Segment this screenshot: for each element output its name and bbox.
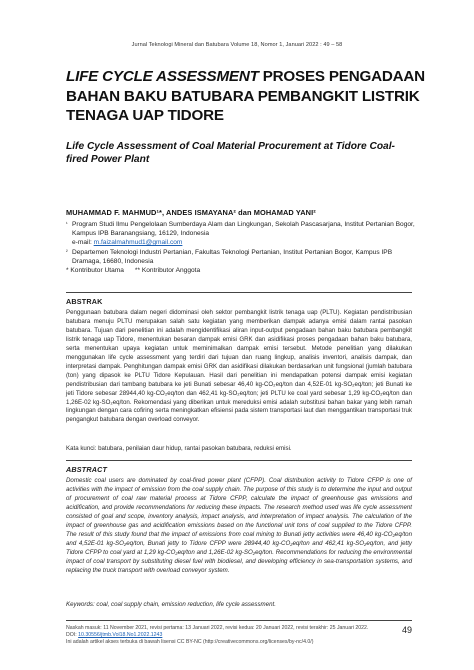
title-italic-part: LIFE CYCLE ASSESSMENT bbox=[66, 68, 259, 85]
affiliation-1-marker: ¹ bbox=[66, 221, 68, 227]
affiliation-1 bbox=[66, 220, 418, 238]
affiliation-2-marker: ² bbox=[66, 248, 68, 255]
divider-top bbox=[66, 292, 412, 293]
doi-link[interactable]: 10.30556/jtmb.Vol18.No1.2022.1243 bbox=[78, 632, 163, 639]
paper-title bbox=[66, 67, 426, 126]
footer-doi-row bbox=[66, 632, 412, 639]
affiliation-2 bbox=[66, 248, 418, 266]
abstract-heading: ABSTRACT bbox=[66, 465, 108, 474]
affiliation-email-row bbox=[66, 238, 418, 247]
footer-notes bbox=[66, 625, 412, 647]
paper-subtitle: Life Cycle Assessment of Coal Material Procurement at Tidore Coal-fired Power Plant bbox=[66, 141, 395, 165]
abstrak-heading: ABSTRAK bbox=[66, 297, 103, 306]
contributor-legend: * Kontributor Utama ** Kontributor Anggota bbox=[66, 267, 201, 275]
title-rest: PROSES PENGADAAN BAHAN BAKU BATUBARA PEMBANGKIT LISTRIK TENAGA UAP TIDORE bbox=[66, 68, 425, 124]
abstract-body: Domestic coal users are dominated by coal-fired power plant (CFPP). Coal distribution activity to Tidore CFPP is one of activities with the impact of emission from the coal supply chain. The purpose of this study is to determine the input and output of procurement of coal raw material process at Tidore CFPP, calculate the impact of greenhouse gas emissions and acidification, and provide recommendations for reducing these impacts. The research method used was life cycle assessment consisted of goal and scope, inventory analysis, impact analysis, and interpretation of impact analysis. The calculation of the impact of greenhouse gas and acidification emissions based on the functional unit tons of coal supplied to the Tidore CFPP. The result of this study found that the impact of emissions from coal mining to Bunati jetty activities were 46,40 kg-CO₂eq/ton and 4,52E-01 kg-SO₂eq/ton, Bunati jetty to Tidore CFPP were 28944,40 kg-CO₂eq/ton and 462,41 kg-SO₂eq/ton, and jetty Tidore CFPP to coal yard at 1,29 kg-CO₂eq/ton and 1,26E-02 kg-SO₂eq/ton. Recommendations for reducing the environmental impact of coal transport by substituting diesel fuel with biodiesel, and developing efficiency in sea-transportation systems, and replacing the truck transport with overload conveyor system. bbox=[66, 477, 412, 574]
divider-bottom bbox=[66, 620, 412, 621]
abstrak-body: Penggunaan batubara dalam negeri didominasi oleh sektor pembangkit listrik tenaga uap (PLTU). Kegiatan pendistribusian batubara menuju PLTU merupakan salah satu kegiatan yang memberikan dampak adanya emisi dalam rantai pasokan batubara. Tujuan dari penelitian ini adalah mengidentifikasi aliran input-output pengadaan bahan baku batubara pembangkit listrik tenaga uap Tidore, menentukan besaran dampak emisi GRK dan asidifikasi proses pengadaan bahan baku batubara, serta menentukan upaya kegiatan untuk meminimalkan dampak emisi tersebut. Metode penelitian yang dilakukan menggunakan life cycle assessment yang terdiri dari tujuan dan ruang lingkup, analisis inventori, analisis dampak, dan interpretasi dampak. Penghitungan dampak emisi GRK dan asidifikasi dilakukan berdasarkan unit fungsional (jumlah batubara (ton) yang dipasok ke PLTU Tidore Kepulauan. Hasil dari penelitian ini mendapatkan potensi dampak emisi kegiatan pendistribusian dari tambang batubara ke jeti Bunati sebesar 46,40 kg-CO₂eq/ton dan 4,52E-01 kg-SO₂eq/ton; jeti Bunati ke jeti Tidore sebesar 28944,40 kg-CO₂eq/ton dan 462,41 kg-SO₂eq/ton; jeti PLTU ke coal yard sebesar 1,29 kg-CO₂eq/ton dan 1,26E-02 kg-SO₂eq/ton. Rekomendasi yang diberikan untuk mereduksi emisi adalah substitusi bahan bakar yang lebih ramah lingkungan dengan cara cofiring serta meningkatkan efisiensi pada sistem transportasi laut dan menggantikan transportasi truk pengangkut batubara dengan overload conveyor. bbox=[66, 309, 412, 424]
journal-header: Jurnal Teknologi Mineral dan Batubara Volume 18, Nomor 1, Januari 2022 : 49 – 58 bbox=[131, 42, 343, 48]
affiliation-1-text: Program Studi Ilmu Pengelolaan Sumberdaya Alam dan Lingkungan, Sekolah Pascasarjana, Institut Pertanian Bogor, Kampus IPB Baranangsiang, 16129, Indonesia bbox=[72, 221, 415, 238]
doi-label: DOI: bbox=[66, 632, 79, 639]
footer-manuscript-dates: Naskah masuk: 11 November 2021, revisi pertama: 13 Januari 2022, revisi kedua: 20 Januari 2022, revisi terakhir: 25 Januari 2022. bbox=[66, 625, 369, 631]
email-link[interactable]: m.faizalmahmud1@gmail.com bbox=[93, 239, 183, 247]
email-label: e-mail: bbox=[72, 239, 94, 247]
author-list: MUHAMMAD F. MAHMUD¹*, ANDES ISMAYANA² dan MOHAMAD YANI² bbox=[66, 208, 316, 217]
page-number: 49 bbox=[401, 625, 412, 635]
footer-license: Ini adalah artikel akses terbuka di bawah lisensi CC BY-NC (http://creativecommons.org/licenses/by-nc/4.0/) bbox=[66, 639, 314, 646]
affiliations bbox=[66, 220, 418, 275]
affiliation-2-text: Departemen Teknologi Industri Pertanian, Fakultas Teknologi Pertanian, Institut Pertanian Bogor, Kampus IPB Dramaga, 16680, Indonesia bbox=[72, 248, 393, 265]
keywords: Keywords: coal, coal supply chain, emission reduction, life cycle assessment. bbox=[66, 601, 276, 608]
kata-kunci: Kata kunci: batubara, penilaian daur hidup, rantai pasokan batubara, reduksi emisi. bbox=[66, 445, 292, 452]
divider-middle bbox=[66, 460, 412, 461]
